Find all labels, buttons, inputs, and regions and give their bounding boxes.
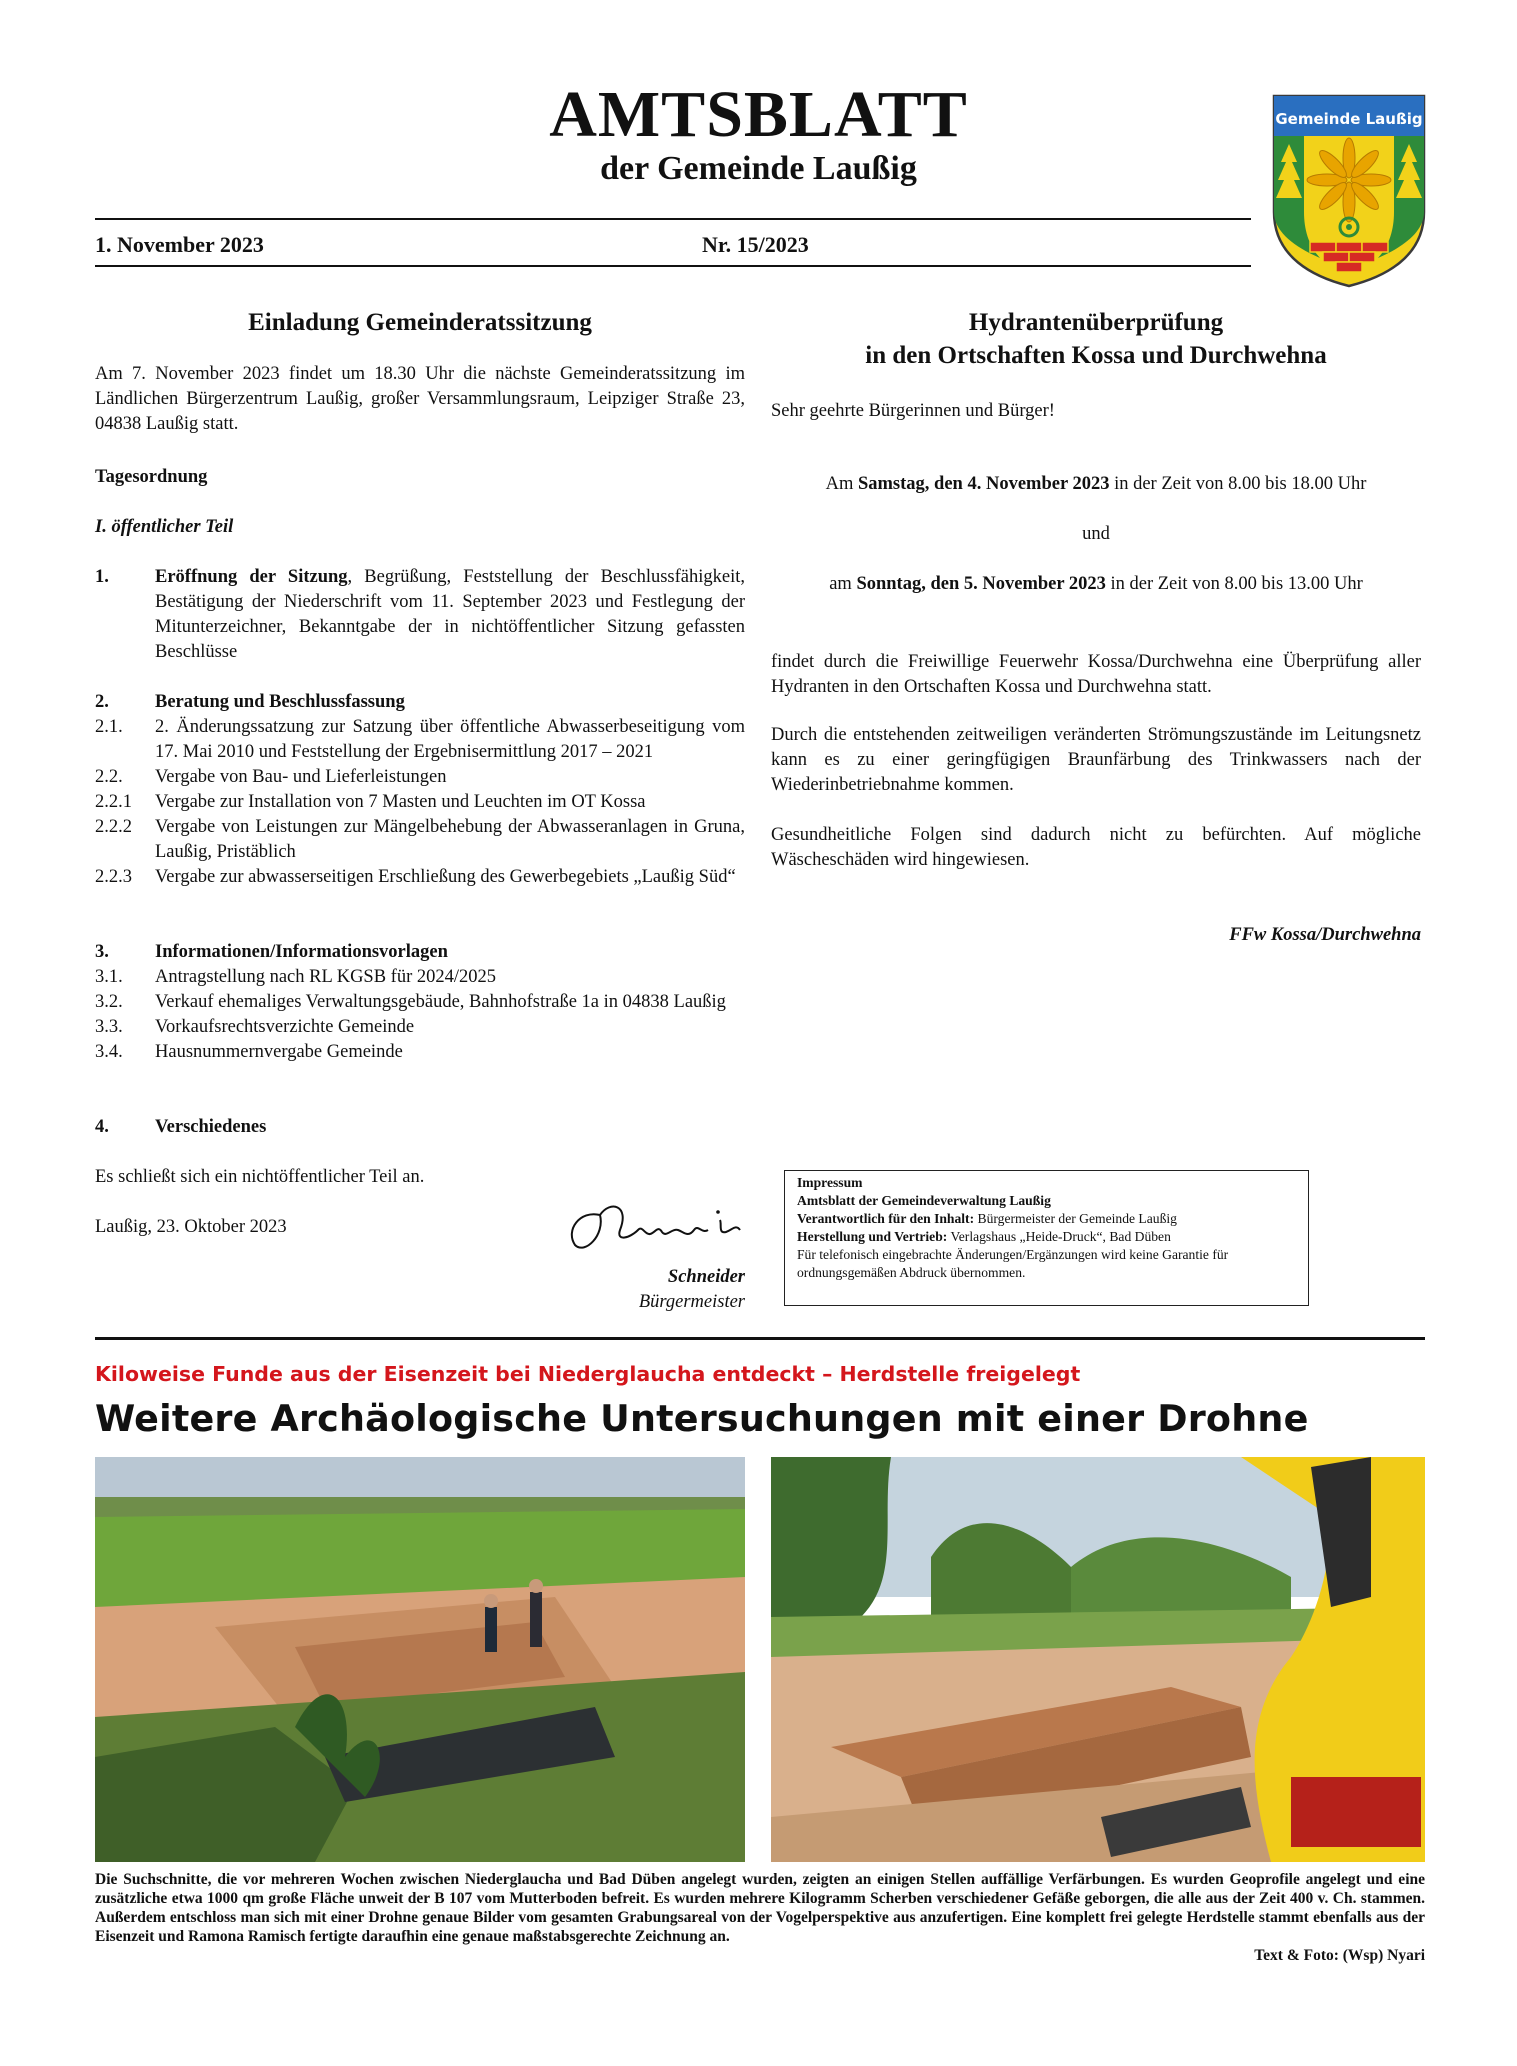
hydrant-para-2: Durch die entstehenden zeitweiligen veränderten Strömungszustände im Leitungsnetz kann es zu einer geringfügigen Braunfärbung des Trinkwassers nach der Wiederinbetriebnahme kommen. — [771, 725, 1421, 795]
hydrant-heading-line1: Hydrantenüberprüfung — [968, 309, 1224, 336]
meeting-intro: Am 7. November 2023 findet um 18.30 Uhr die nächste Gemeinderatssitzung im Ländlichen Bürgerzentrum Laußig, großer Versammlungsraum, Leipziger Straße 23, 04838 Laußig statt. — [95, 364, 745, 434]
agenda-item-number: 2. — [95, 692, 109, 712]
agenda-sub-text: Hausnummernvergabe Gemeinde — [155, 1042, 403, 1062]
hydrant-para-1: findet durch die Freiwillige Feuerwehr Kossa/Durchwehna eine Überprüfung aller Hydranten in den Ortschaften Kossa und Durchwehna statt. — [771, 652, 1421, 697]
photo-credit: Text & Foto: (Wsp) Nyari — [1254, 1947, 1425, 1964]
agenda-item-rest: , Begrüßung, Feststellung der Beschlussfähigkeit, Bestätigung der Niederschrift vom 11. September 2023 und Festlegung der Mitunterzeichner, Bekanntgabe der in nichtöffentlicher Sitzung gefassten Beschlüsse — [155, 567, 745, 662]
hydrant-para-3: Gesundheitliche Folgen sind dadurch nicht zu befürchten. Auf mögliche Wäscheschäden wird hingewiesen. — [771, 825, 1421, 870]
masthead-top-rule — [95, 218, 1251, 220]
agenda-sub-number: 3.1. — [95, 967, 123, 987]
agenda-sub-number: 2.1. — [95, 717, 123, 737]
agenda-item-title: Informationen/Informationsvorlagen — [155, 942, 448, 962]
impressum-prod-value: Verlagshaus „Heide-Druck“, Bad Düben — [947, 1229, 1171, 1244]
date-sunday — [771, 572, 1421, 597]
agenda-item-1 — [95, 565, 745, 665]
date-saturday — [771, 472, 1421, 497]
crest-label: Gemeinde Laußig — [1275, 110, 1423, 128]
article-kicker: Kiloweise Funde aus der Eisenzeit bei Niederglaucha entdeckt – Herdstelle freigelegt — [95, 1362, 1081, 1386]
caption-text: Die Suchschnitte, die vor mehreren Wochen zwischen Niederglaucha und Bad Düben angelegt wurden, zeigten an einigen Stellen auffällige Verfärbungen. Es wurden Geoprofile angelegt und eine zusätzliche etwa 1000 qm große Fläche unweit der B 107 vom Mutterboden befreit. Es wurden mehrere Kilogramm Scherben verschiedener Gefäße geborgen, die alle aus der Zeit 400 v. Ch. stammen. Außerdem entschloss man sich mit einer Drohne genaue Bilder vom gesamten Grabungsareal von der Vogelperspektive aus anzufertigen. Eine komplett frei gelegte Herdstelle stammt ebenfalls aus der Eisenzeit und Ramona Ramisch fertigte daraufhin eine genaue maßstabsgerechte Zeichnung an. — [95, 1871, 1425, 1945]
agenda-sub-number: 3.4. — [95, 1042, 123, 1062]
agenda-sub-text: 2. Änderungssatzung zur Satzung über öffentliche Abwasserbeseitigung vom 17. Mai 2010 und Feststellung der Ergebnisermittlung 2017 – 2021 — [155, 717, 745, 762]
agenda-item-text — [155, 565, 745, 665]
agenda-part-title: I. öffentlicher Teil — [95, 517, 234, 537]
date1-pre: Am — [825, 474, 858, 494]
hydrant-heading-line2: in den Ortschaften Kossa und Durchwehna — [865, 341, 1327, 369]
place-date: Laußig, 23. Oktober 2023 — [95, 1217, 287, 1237]
agenda-item-number: 4. — [95, 1117, 109, 1137]
masthead-bottom-rule — [95, 265, 1251, 267]
issue-number: Nr. 15/2023 — [702, 232, 809, 257]
agenda-item-2 — [95, 690, 745, 890]
impressum-responsible — [797, 1210, 1296, 1228]
agenda-sub-number: 3.2. — [95, 992, 123, 1012]
agenda-sub-text: Vergabe von Leistungen zur Mängelbehebung der Abwasseranlagen in Gruna, Laußig, Pristäblich — [155, 817, 745, 862]
agenda-title: Tagesordnung — [95, 467, 208, 487]
handwritten-signature — [560, 1190, 750, 1260]
agenda-sub-number: 2.2. — [95, 767, 123, 787]
agenda-item-title: Beratung und Beschlussfassung — [155, 692, 405, 712]
masthead-title: AMTSBLATT — [549, 78, 968, 151]
agenda-item-4 — [95, 1115, 745, 1140]
crest-shield-icon — [1270, 92, 1428, 288]
impressum-resp-value: Bürgermeister der Gemeinde Laußig — [974, 1211, 1177, 1226]
excavator-site-image-icon — [771, 1457, 1425, 1862]
signature-icon — [560, 1190, 750, 1260]
fire-brigade-signature: FFw Kossa/Durchwehna — [1229, 925, 1421, 945]
agenda-sub-number: 2.2.1 — [95, 792, 132, 812]
photo-caption — [95, 1870, 1425, 1965]
agenda-sub-text: Vergabe von Bau- und Lieferleistungen — [155, 767, 447, 787]
date1-bold: Samstag, den 4. November 2023 — [857, 474, 1110, 494]
excavation-photo-right — [771, 1457, 1425, 1862]
excavation-photo-left — [95, 1457, 745, 1862]
date2-pre: am — [829, 574, 857, 594]
agenda-sub-text: Vergabe zur abwasserseitigen Erschließung des Gewerbegebiets „Laußig Süd“ — [155, 867, 736, 887]
date2-post: in der Zeit von 8.00 bis 13.00 Uhr — [1105, 574, 1363, 594]
agenda-sub-number: 2.2.2 — [95, 817, 132, 837]
council-meeting-heading: Einladung Gemeinderatssitzung — [248, 309, 592, 336]
agenda-sub-number: 3.3. — [95, 1017, 123, 1037]
impressum-note: Für telefonisch eingebrachte Änderungen/Ergänzungen wird keine Garantie für ordnungsgemäßen Abdruck übernommen. — [797, 1247, 1229, 1280]
date2-bold: Sonntag, den 5. November 2023 — [856, 574, 1106, 594]
excavation-site-image-icon — [95, 1457, 745, 1862]
impressum-box — [784, 1170, 1309, 1306]
closing-note: Es schließt sich ein nichtöffentlicher Teil an. — [95, 1167, 425, 1187]
agenda-item-number: 3. — [95, 942, 109, 962]
agenda-sub-number: 2.2.3 — [95, 867, 132, 887]
agenda-item-3 — [95, 940, 745, 1065]
agenda-sub-text: Vorkaufsrechtsverzichte Gemeinde — [155, 1017, 415, 1037]
impressum-publisher: Amtsblatt der Gemeindeverwaltung Laußig — [797, 1193, 1051, 1208]
signer-name: Schneider — [667, 1267, 745, 1287]
agenda-sub-text: Verkauf ehemaliges Verwaltungsgebäude, Bahnhofstraße 1a in 04838 Laußig — [155, 992, 726, 1012]
agenda-sub-text: Antragstellung nach RL KGSB für 2024/2025 — [155, 967, 497, 987]
article-headline: Weitere Archäologische Untersuchungen mit einer Drohne — [95, 1397, 1309, 1440]
hydrant-check-heading — [771, 307, 1421, 372]
impressum-title: Impressum — [797, 1175, 863, 1190]
agenda-item-bold: Eröffnung der Sitzung — [155, 567, 348, 587]
masthead-subtitle: der Gemeinde Laußig — [600, 150, 917, 187]
impressum-resp-label: Verantwortlich für den Inhalt: — [797, 1211, 975, 1226]
agenda-item-title: Verschiedenes — [155, 1117, 267, 1137]
issue-date: 1. November 2023 — [95, 232, 264, 257]
municipality-crest — [1270, 92, 1428, 288]
impressum-prod-label: Herstellung und Vertrieb: — [797, 1229, 948, 1244]
date-connector: und — [1082, 524, 1110, 544]
greeting: Sehr geehrte Bürgerinnen und Bürger! — [771, 401, 1055, 421]
signer-title: Bürgermeister — [638, 1292, 745, 1312]
article-divider — [95, 1337, 1425, 1340]
agenda-sub-text: Vergabe zur Installation von 7 Masten und Leuchten im OT Kossa — [155, 792, 646, 812]
agenda-item-number: 1. — [95, 567, 109, 587]
impressum-production — [797, 1228, 1296, 1246]
date1-post: in der Zeit von 8.00 bis 18.00 Uhr — [1109, 474, 1367, 494]
